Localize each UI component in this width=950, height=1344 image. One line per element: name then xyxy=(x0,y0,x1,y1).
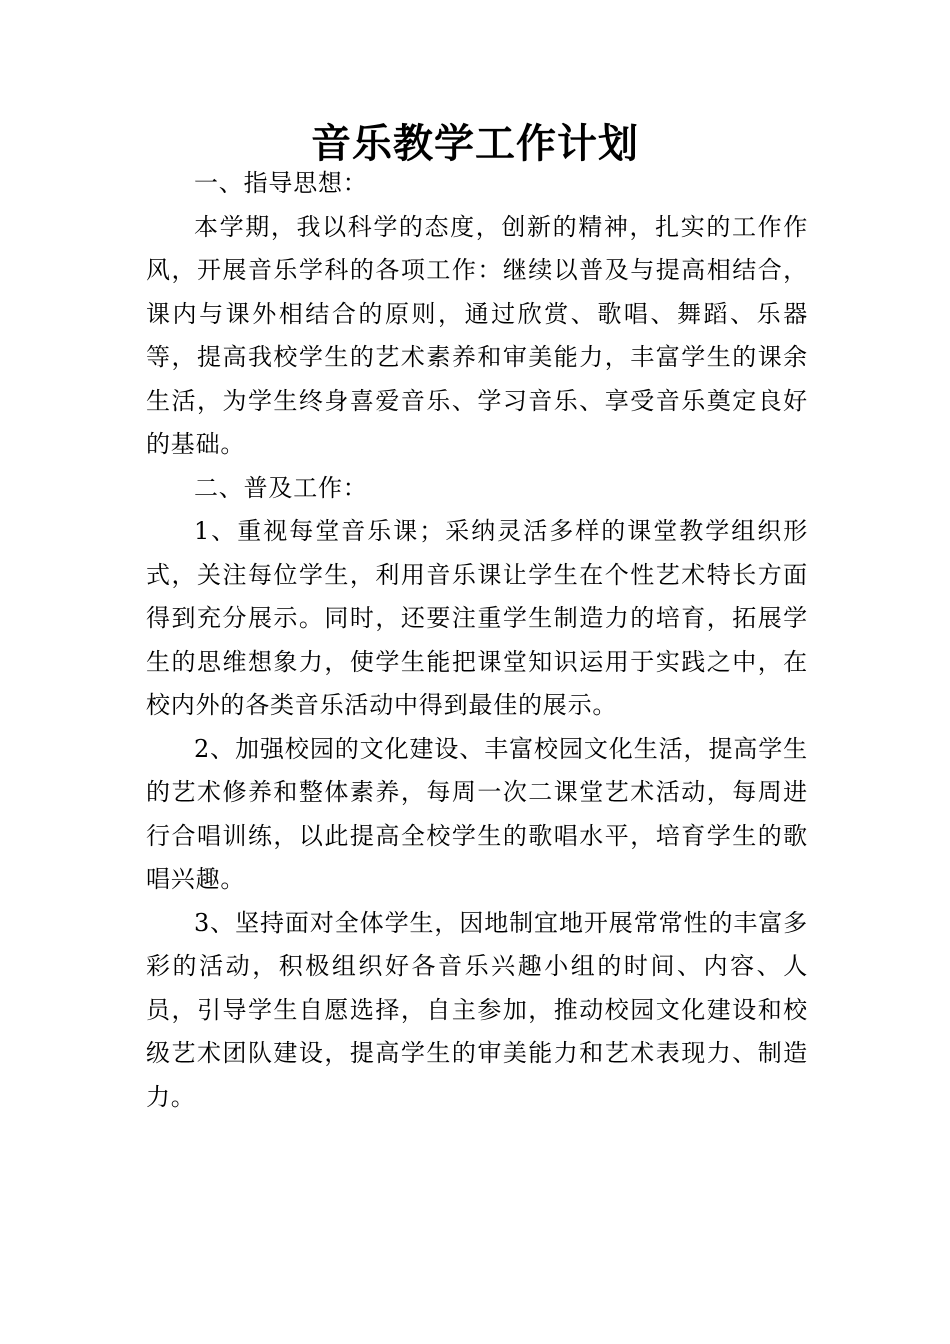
document-body xyxy=(146,162,808,1119)
page-title: 音乐教学工作计划 xyxy=(311,120,639,167)
section-heading-popularization-work: 二、普及工作： xyxy=(194,473,368,502)
paragraph-item-2: 2、加强校园的文化建设、丰富校园文化生活，提高学生的艺术修养和整体素养，每周一次二课堂艺术活动，每周进行合唱训练，以此提高全校学生的歌唱水平，培育学生的歌唱兴趣。 xyxy=(146,734,808,893)
section-heading-guiding-ideology: 一、指导思想： xyxy=(194,169,368,197)
paragraph-item-3: 3、坚持面对全体学生，因地制宜地开展常常性的丰富多彩的活动，积极组织好各音乐兴趣小组的时间、内容、人员，引导学生自愿选择，自主参加，推动校园文化建设和校级艺术团队建设，提高学生的审美能力和艺术表现力、制造力。 xyxy=(146,908,808,1111)
paragraph-guiding-ideology: 本学期，我以科学的态度，创新的精神，扎实的工作作风，开展音乐学科的各项工作：继续以普及与提高相结合，课内与课外相结合的原则，通过欣赏、歌唱、舞蹈、乐器等，提高我校学生的艺术素养和审美能力，丰富学生的课余生活，为学生终身喜爱音乐、学习音乐、享受音乐奠定良好的基础。 xyxy=(146,212,808,458)
paragraph-item-1: 1、重视每堂音乐课；采纳灵活多样的课堂教学组织形式，关注每位学生，利用音乐课让学生在个性艺术特长方面得到充分展示。同时，还要注重学生制造力的培育，拓展学生的思维想象力，使学生能把课堂知识运用于实践之中，在校内外的各类音乐活动中得到最佳的展示。 xyxy=(146,517,808,719)
